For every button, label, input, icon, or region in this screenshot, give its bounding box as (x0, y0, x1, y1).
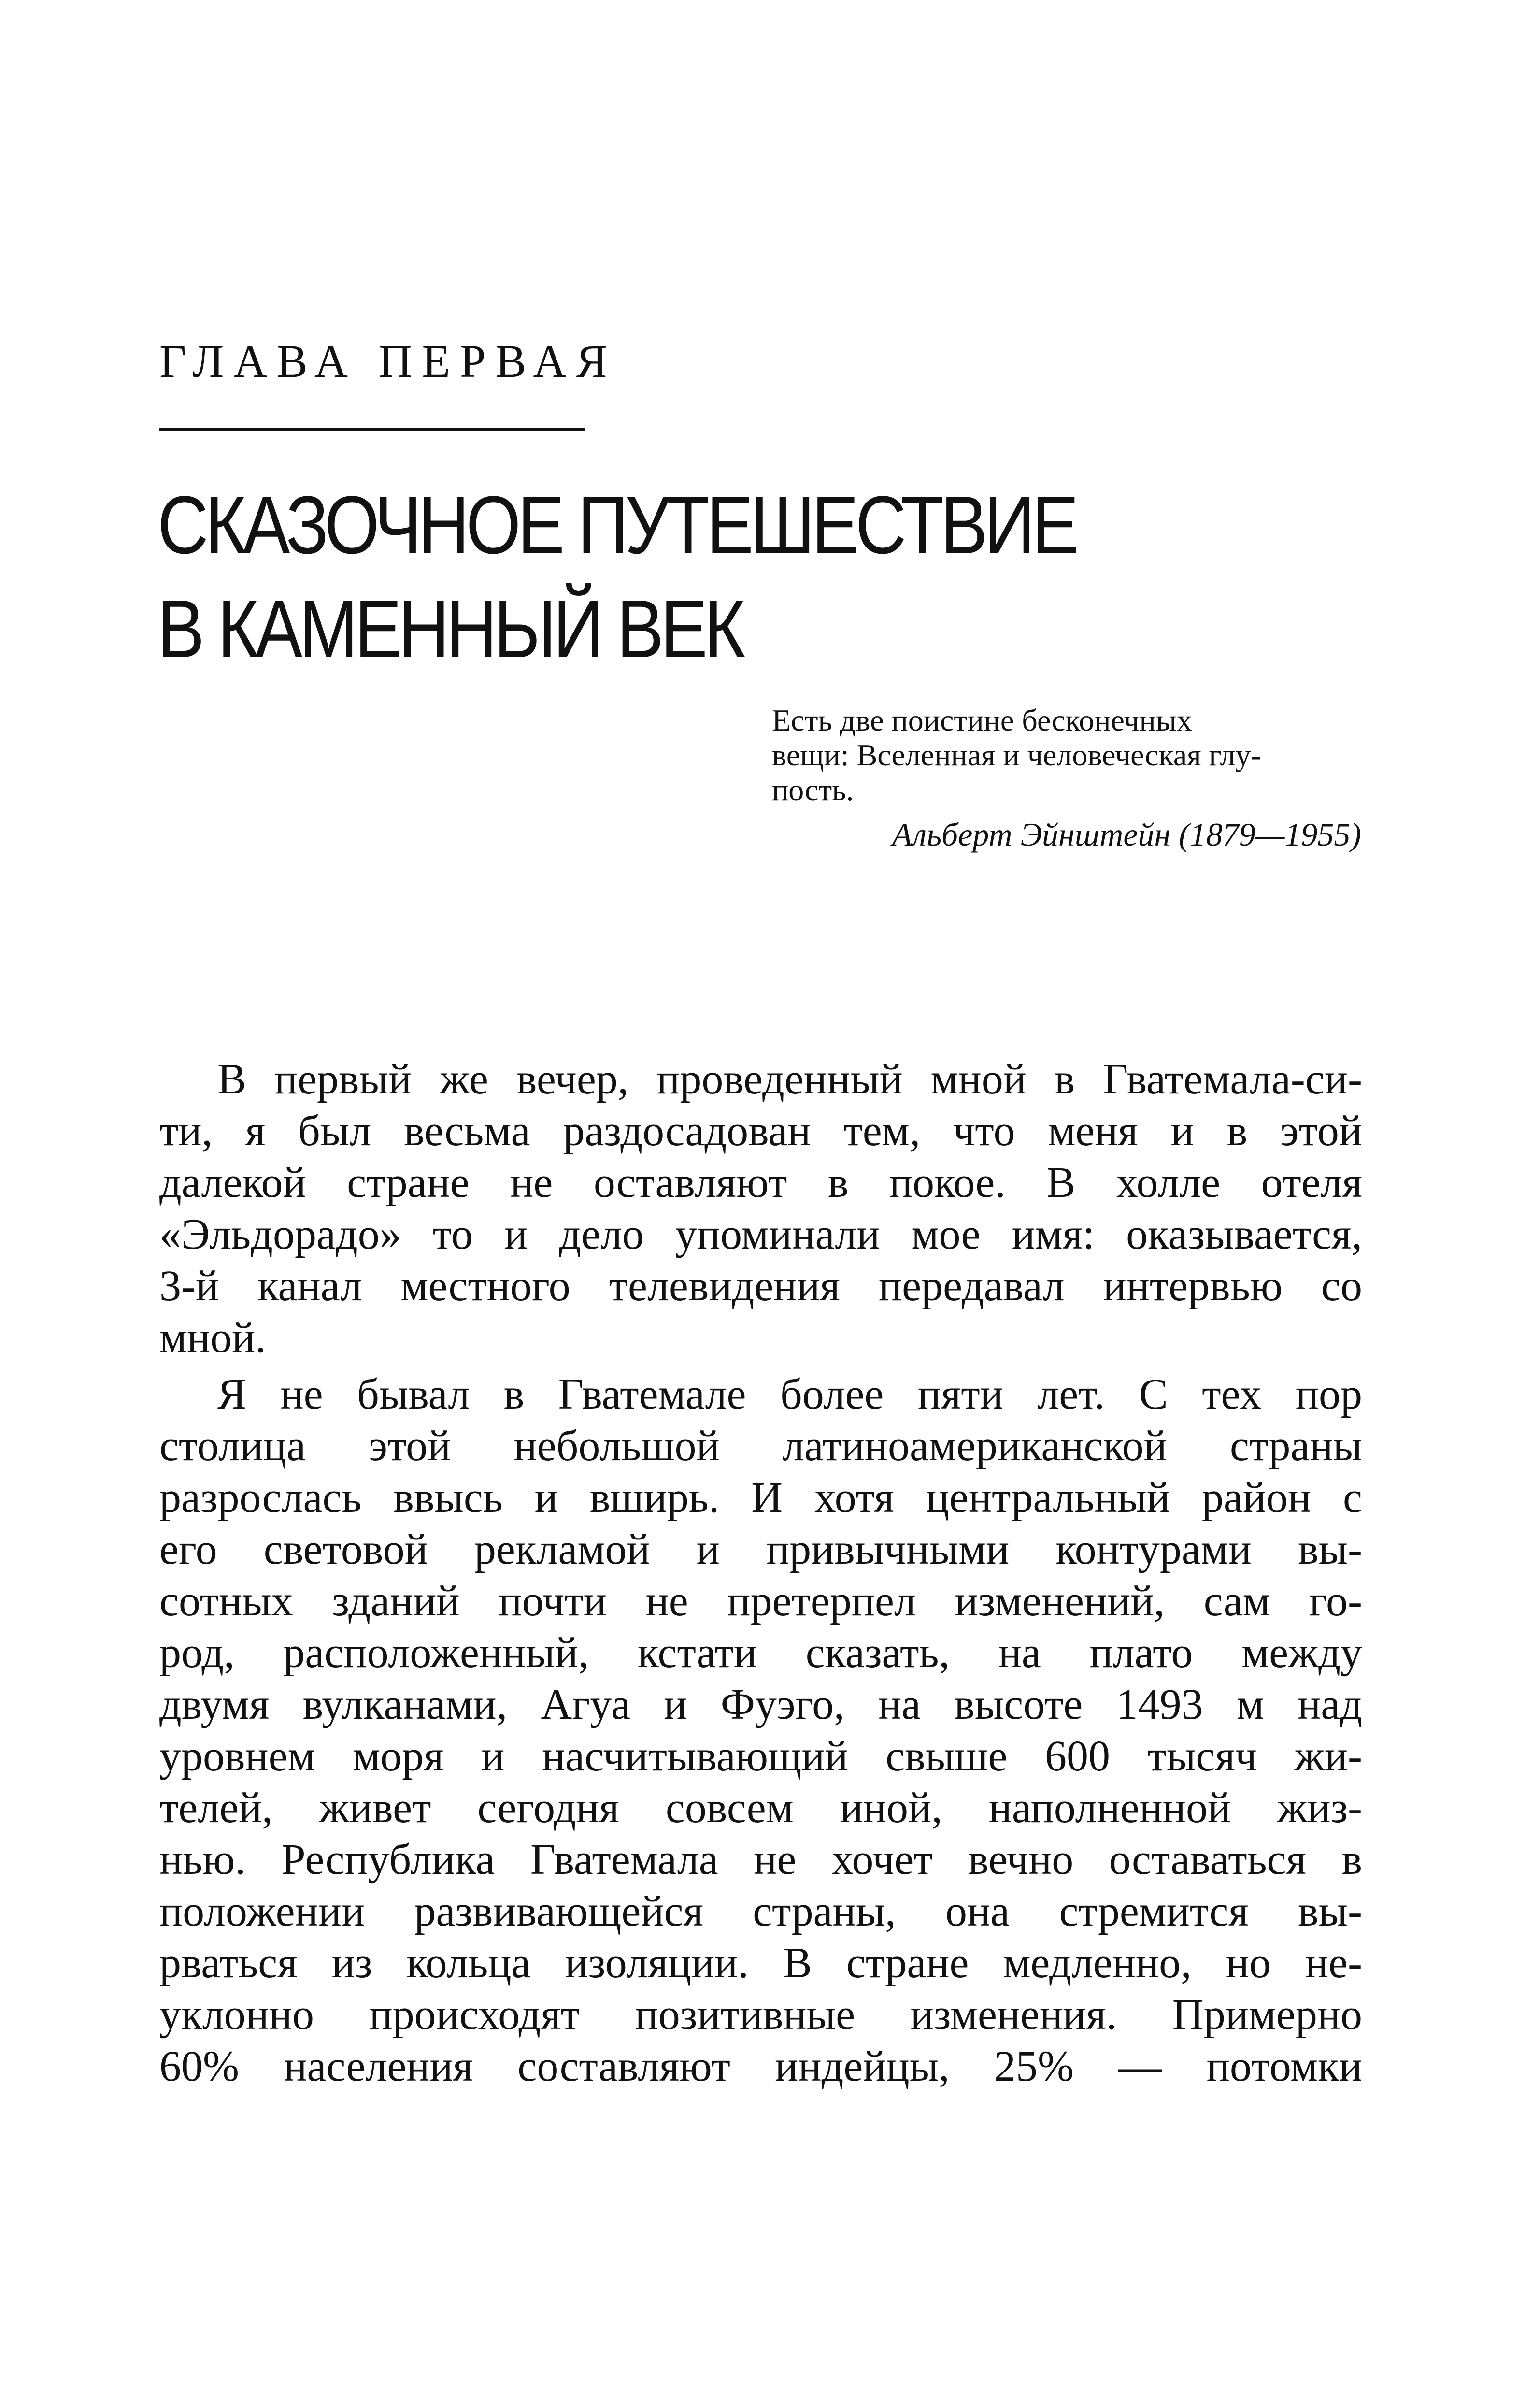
epigraph-line: Есть две поистине бесконечных (772, 703, 1192, 737)
text-line: уровнем моря и насчитывающий свыше 600 тысяч жи- (159, 1732, 1362, 1780)
epigraph-line: вещи: Вселенная и человеческая глу- (772, 738, 1261, 772)
text-line: далекой стране не оставляют в покое. В холле отеля (159, 1159, 1362, 1207)
text-line: род, расположенный, кстати сказать, на плато между (159, 1629, 1362, 1677)
chapter-label: ГЛАВА ПЕРВАЯ (159, 335, 617, 387)
text-line: двумя вулканами, Агуа и Фуэго, на высоте 1493 м над (159, 1681, 1362, 1728)
text-line: столица этой небольшой латиноамериканской страны (159, 1422, 1362, 1470)
chapter-rule (159, 428, 585, 431)
paragraph (159, 1368, 1362, 2092)
text-line: ти, я был весьма раздосадован тем, что меня и в этой (159, 1107, 1362, 1155)
text-line: его световой рекламой и привычными контурами вы- (159, 1525, 1362, 1573)
text-line: 60% населения составляют индейцы, 25% — потомки (159, 2043, 1362, 2090)
text-line: разрослась ввысь и вширь. И хотя центральный район с (159, 1474, 1362, 1522)
epigraph-author: Альберт Эйнштейн (1879—1955) (892, 816, 1361, 853)
body-text (159, 1053, 1362, 2092)
text-line: 3-й канал местного телевидения передавал интервью со (159, 1262, 1362, 1310)
text-line: телей, живет сегодня совсем иной, наполненной жиз- (159, 1784, 1362, 1832)
text-line: мной. (159, 1314, 266, 1362)
text-line: рваться из кольца изоляции. В стране медленно, но не- (159, 1939, 1362, 1987)
text-line: положении развивающейся страны, она стремится вы- (159, 1887, 1362, 1935)
text-line: уклонно происходят позитивные изменения. Примерно (159, 1991, 1362, 2039)
epigraph-line: пость. (772, 773, 854, 807)
text-line: нью. Республика Гватемала не хочет вечно оставаться в (159, 1836, 1362, 1884)
text-line: В первый же вечер, проведенный мной в Гватемала-си- (217, 1055, 1362, 1103)
text-line: сотных зданий почти не претерпел изменений, сам го- (159, 1577, 1362, 1625)
text-line: «Эльдорадо» то и дело упоминали мое имя: оказывается, (159, 1210, 1362, 1258)
epigraph (772, 703, 1361, 852)
chapter-title-line: СКАЗОЧНОЕ ПУТЕШЕСТВИЕ (157, 479, 1076, 571)
paragraph-gap (159, 1364, 1362, 1368)
text-line: Я не бывал в Гватемале более пяти лет. С тех пор (217, 1370, 1362, 1418)
paragraph (159, 1053, 1362, 1364)
chapter-title-line: В КАМЕННЫЙ ВЕК (157, 583, 742, 675)
chapter-title (157, 474, 1076, 681)
